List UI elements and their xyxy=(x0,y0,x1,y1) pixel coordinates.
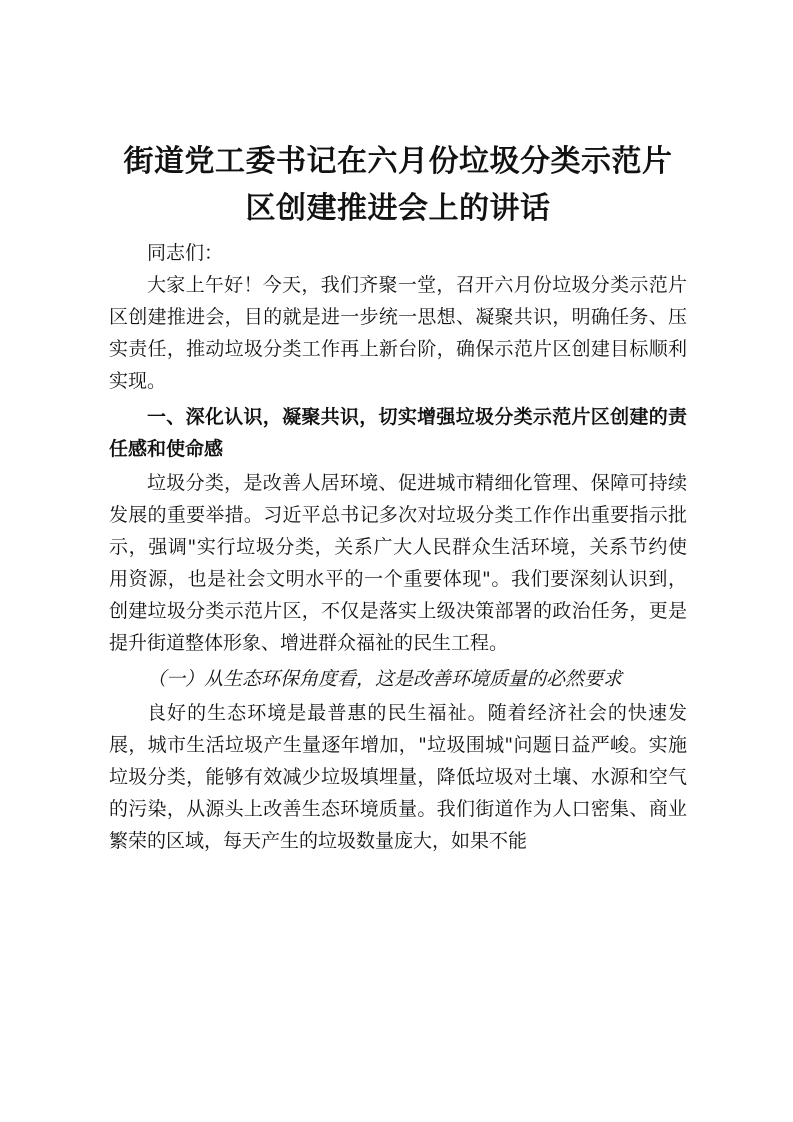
paragraph-subsection1: 良好的生态环境是最普惠的民生福祉。随着经济社会的快速发展，城市生活垃圾产生量逐年增加，"垃圾围城"问题日益严峻。实施垃圾分类，能够有效减少垃圾填埋量，降低垃圾对土壤、水源和空气的污染，从源头上改善生态环境质量。我们街道作为人口密集、商业繁荣的区域，每天产生的垃圾数量庞大，如果不能 xyxy=(109,702,687,852)
section-heading-1: 一、深化认识，凝聚共识，切实增强垃圾分类示范片区创建的责任感和使命感 xyxy=(109,406,687,460)
document-body xyxy=(109,138,687,857)
document-title: 街道党工委书记在六月份垃圾分类示范片区创建推进会上的讲话 xyxy=(123,144,673,226)
paragraph-section1: 垃圾分类，是改善人居环境、促进城市精细化管理、保障可持续发展的重要举措。习近平总书记多次对垃圾分类工作作出重要指示批示，强调"实行垃圾分类，关系广大人民群众生活环境，关系节约使用资源，也是社会文明水平的一个重要体现"。我们要深刻认识到，创建垃圾分类示范片区，不仅是落实上级决策部署的政治任务，更是提升街道整体形象、增进群众福祉的民生工程。 xyxy=(109,472,687,654)
greeting: 同志们： xyxy=(147,242,224,264)
paragraph-intro: 大家上午好！今天，我们齐聚一堂，召开六月份垃圾分类示范片区创建推进会，目的就是进一步统一思想、凝聚共识，明确任务、压实责任，推动垃圾分类工作再上新台阶，确保示范片区创建目标顺利实现。 xyxy=(109,274,687,392)
subsection-heading-1: （一）从生态环保角度看，这是改善环境质量的必然要求 xyxy=(147,668,623,690)
